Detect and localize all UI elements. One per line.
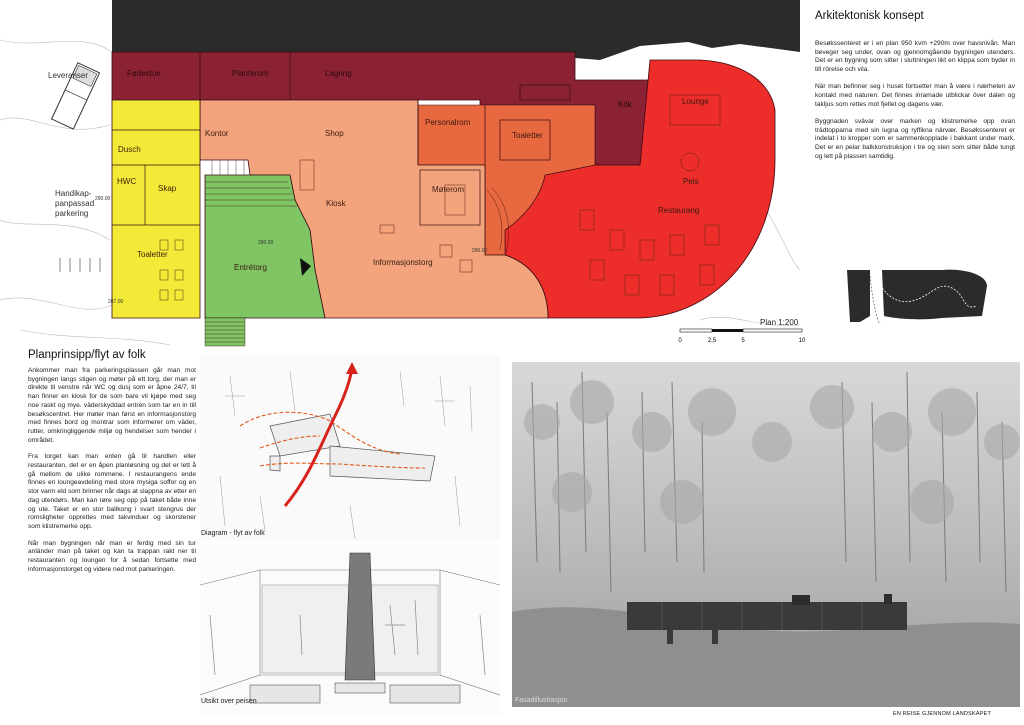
label-dusch: Dusch [118, 145, 141, 154]
label-planterom: Planterom [232, 69, 269, 78]
elevation-290-c: 290.00 [472, 248, 488, 254]
concept-paragraph: Besøkssenteret er i en plan 950 kvm +290m over havsnivån. Man beveger seg under, ovan og gjennomgående bygningen utendørs. Det er en bygning som sitter i sluttningen likt en klippa som byder in till rörelse och vila. [815, 40, 1015, 73]
concept-sketch [842, 266, 992, 326]
principle-paragraph: Fra torget kan man enten gå til handlen eller restauranten, det er en åpen planløsning og det er lett å gå mellom de ulike rommene. I restaurangens ende finnes en loungeavdeling med store mysiga soffor og en stor varm eld som brinner når dags at slappna av etter en dag utendørs. Man kan røre seg opp på taket både inne og ute. Taket er en stor ballkong i svart stengrus der romsligheter opprettes med takvinduer og skorstener som klistremerke opp. [28, 453, 196, 530]
terrain-mass [112, 0, 800, 60]
flow-diagram-sketch [200, 356, 500, 541]
concept-paragraph: Byggnaden svävar over marken og klistremerke opp ovan trädtopparna med sin lugna og ryffikna närvær. Besøkssenteret er indelat i to kropper som er sammenkopplade i bakkant under mark. Det er en pelar balkkonstruksjon i tre og sten som sitter både tungt og lett på plassen samtidig. [815, 118, 1015, 160]
zone-wc [112, 100, 200, 318]
principle-title: Planprinsipp/flyt av folk [28, 349, 146, 361]
facade-caption: Fasadillustrasjon [515, 697, 568, 704]
scale-tick-2-5: 2,5 [707, 338, 717, 344]
elevation-290-b: 290.00 [258, 240, 274, 246]
scale-tick-5: 5 [741, 338, 745, 344]
fireplace-chimney [345, 553, 375, 680]
elevation-290-a: 290.00 [95, 196, 111, 202]
label-lagring: Lagring [325, 69, 352, 78]
parking-stalls [60, 258, 100, 272]
label-fodestue: Fødestue [127, 69, 161, 78]
scale-tick-0: 0 [678, 338, 682, 344]
label-leveranser: Leveranser [48, 71, 89, 80]
plan-scale-title: Plan 1:200 [760, 318, 799, 327]
scale-bar [676, 320, 806, 344]
concept-mass-right [882, 270, 987, 320]
label-personalrom: Personalrom [425, 118, 471, 127]
principle-paragraph: Ankommer man fra parkeringsplassen går man mot bygningen langs stigen og møter på ett torg, der man er direkte til venstre når WC og dusj som er åpne 24/7, til han finner en kiosk for de som bare vil kjøpe med seg noe raskt og mye. väderskyddad entrén som tar en in till besøkscentret. Her møter man først en informasjonstorg med finnes bord og montrar som informerer om väder, rutter, omkringliggende miljø og hendelser som hender i området. [28, 367, 196, 444]
label-peis: Peis [683, 177, 699, 186]
label-handikap-3: parkering [55, 209, 89, 218]
floor-plan [0, 0, 800, 350]
label-kontor: Kontor [205, 129, 229, 138]
label-skap: Skap [158, 184, 177, 193]
scale-tick-10: 10 [798, 338, 806, 344]
label-entretorg: Entrétorg [234, 263, 267, 272]
principle-section [28, 349, 196, 582]
label-informasjonstorg: Informasjonstorg [373, 258, 433, 267]
label-toaletter-west: Toaletter [137, 250, 168, 259]
concept-section [815, 10, 1015, 170]
concept-title: Arkitektonisk konsept [815, 10, 924, 22]
elevation-287: 287.00 [108, 299, 124, 305]
label-moterom: Møterom [432, 185, 464, 194]
fireplace-sketch [200, 545, 500, 715]
label-lounge: Lounge [682, 97, 709, 106]
footer-title: EN REISE GJENNOM LANDSKAPET [893, 711, 992, 717]
label-handikap-2: panpassad [55, 199, 95, 208]
concept-mass-left [847, 270, 870, 322]
fireplace-caption: Utsikt over peisen [201, 698, 257, 705]
label-toaletter-east: Toaletter [512, 131, 543, 140]
floor-plan-drawing [0, 0, 800, 350]
label-hwc: HWC [117, 177, 137, 186]
label-handikap-1: Handikap- [55, 189, 92, 198]
diagram-caption: Diagram - flyt av folk [201, 530, 265, 537]
facade-illustration [512, 362, 1020, 707]
label-kiosk: Kiosk [326, 199, 346, 208]
label-restaurang: Restaurang [658, 206, 700, 215]
concept-paragraph: När man befinner seg i huset fortsetter man å være i nærheten av kontakt med naturen. Det finnes inramade utblickar över dalen og takljus som rettes mot fjellet og dagens vær. [815, 83, 1015, 108]
label-kok: Kök [618, 100, 632, 109]
label-shop: Shop [325, 129, 344, 138]
concept-dashed-outline [870, 276, 880, 324]
principle-paragraph: Når man bygningen når man er ferdig med sin tur anländer man på taket og kan ta trappan rakt ner til restauranten og loungen for å sedan fortsette med informasjonstorget og videre ned mot parkeringen. [28, 539, 196, 573]
